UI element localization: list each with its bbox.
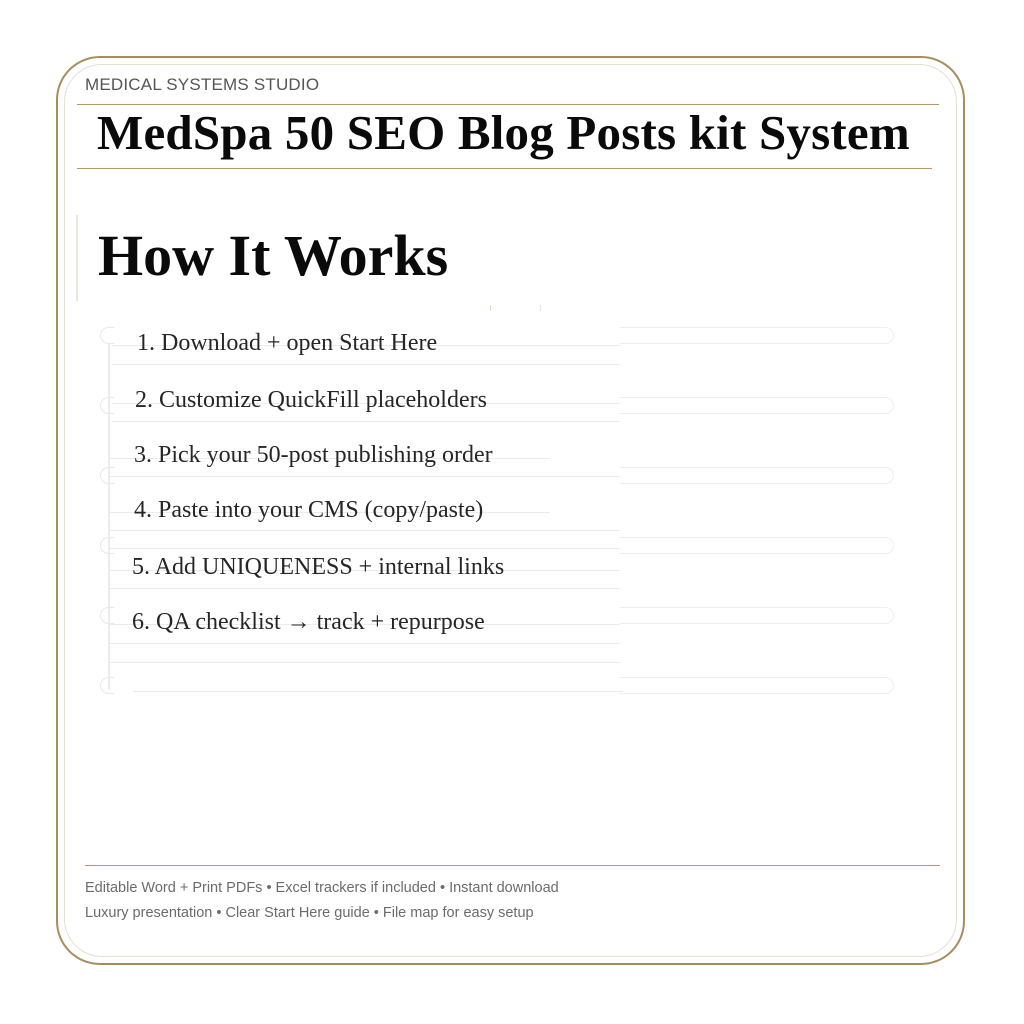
step-underline <box>112 421 620 422</box>
footer-features-line-1: Editable Word + Print PDFs • Excel trackers if included • Instant download <box>85 880 559 896</box>
step-underline <box>110 548 620 549</box>
section-accent-bar <box>76 215 78 301</box>
step-underline <box>110 530 620 531</box>
step-5: 5. Add UNIQUENESS + internal links <box>132 554 505 580</box>
step-6: 6. QA checklist → track + repurpose <box>132 609 485 635</box>
step-underline <box>112 364 620 365</box>
ghost-bar-cap <box>100 677 114 694</box>
footer-rule <box>85 865 940 866</box>
decorative-tick <box>540 305 541 311</box>
footer-features-line-2: Luxury presentation • Clear Start Here guide • File map for easy setup <box>85 905 534 921</box>
ghost-bar-cap <box>100 537 114 554</box>
ghost-spine <box>108 344 110 690</box>
brand-label: MEDICAL SYSTEMS STUDIO <box>85 75 320 94</box>
ghost-bar-cap <box>100 327 114 344</box>
ghost-bar-cap <box>100 397 114 414</box>
step-3: 3. Pick your 50-post publishing order <box>134 442 493 468</box>
section-heading: How It Works <box>98 223 449 288</box>
step-underline <box>110 662 620 663</box>
step-1: 1. Download + open Start Here <box>137 330 438 356</box>
step-2: 2. Customize QuickFill placeholders <box>135 387 487 413</box>
page-title: MedSpa 50 SEO Blog Posts kit System <box>97 105 910 160</box>
step-underline <box>110 588 620 589</box>
header-bottom-rule <box>77 168 932 169</box>
step-underline <box>110 643 620 644</box>
decorative-tick <box>490 305 491 311</box>
step-4: 4. Paste into your CMS (copy/paste) <box>134 497 484 523</box>
step-underline <box>110 476 620 477</box>
step-underline <box>133 691 623 692</box>
ghost-bar-cap <box>100 607 114 624</box>
